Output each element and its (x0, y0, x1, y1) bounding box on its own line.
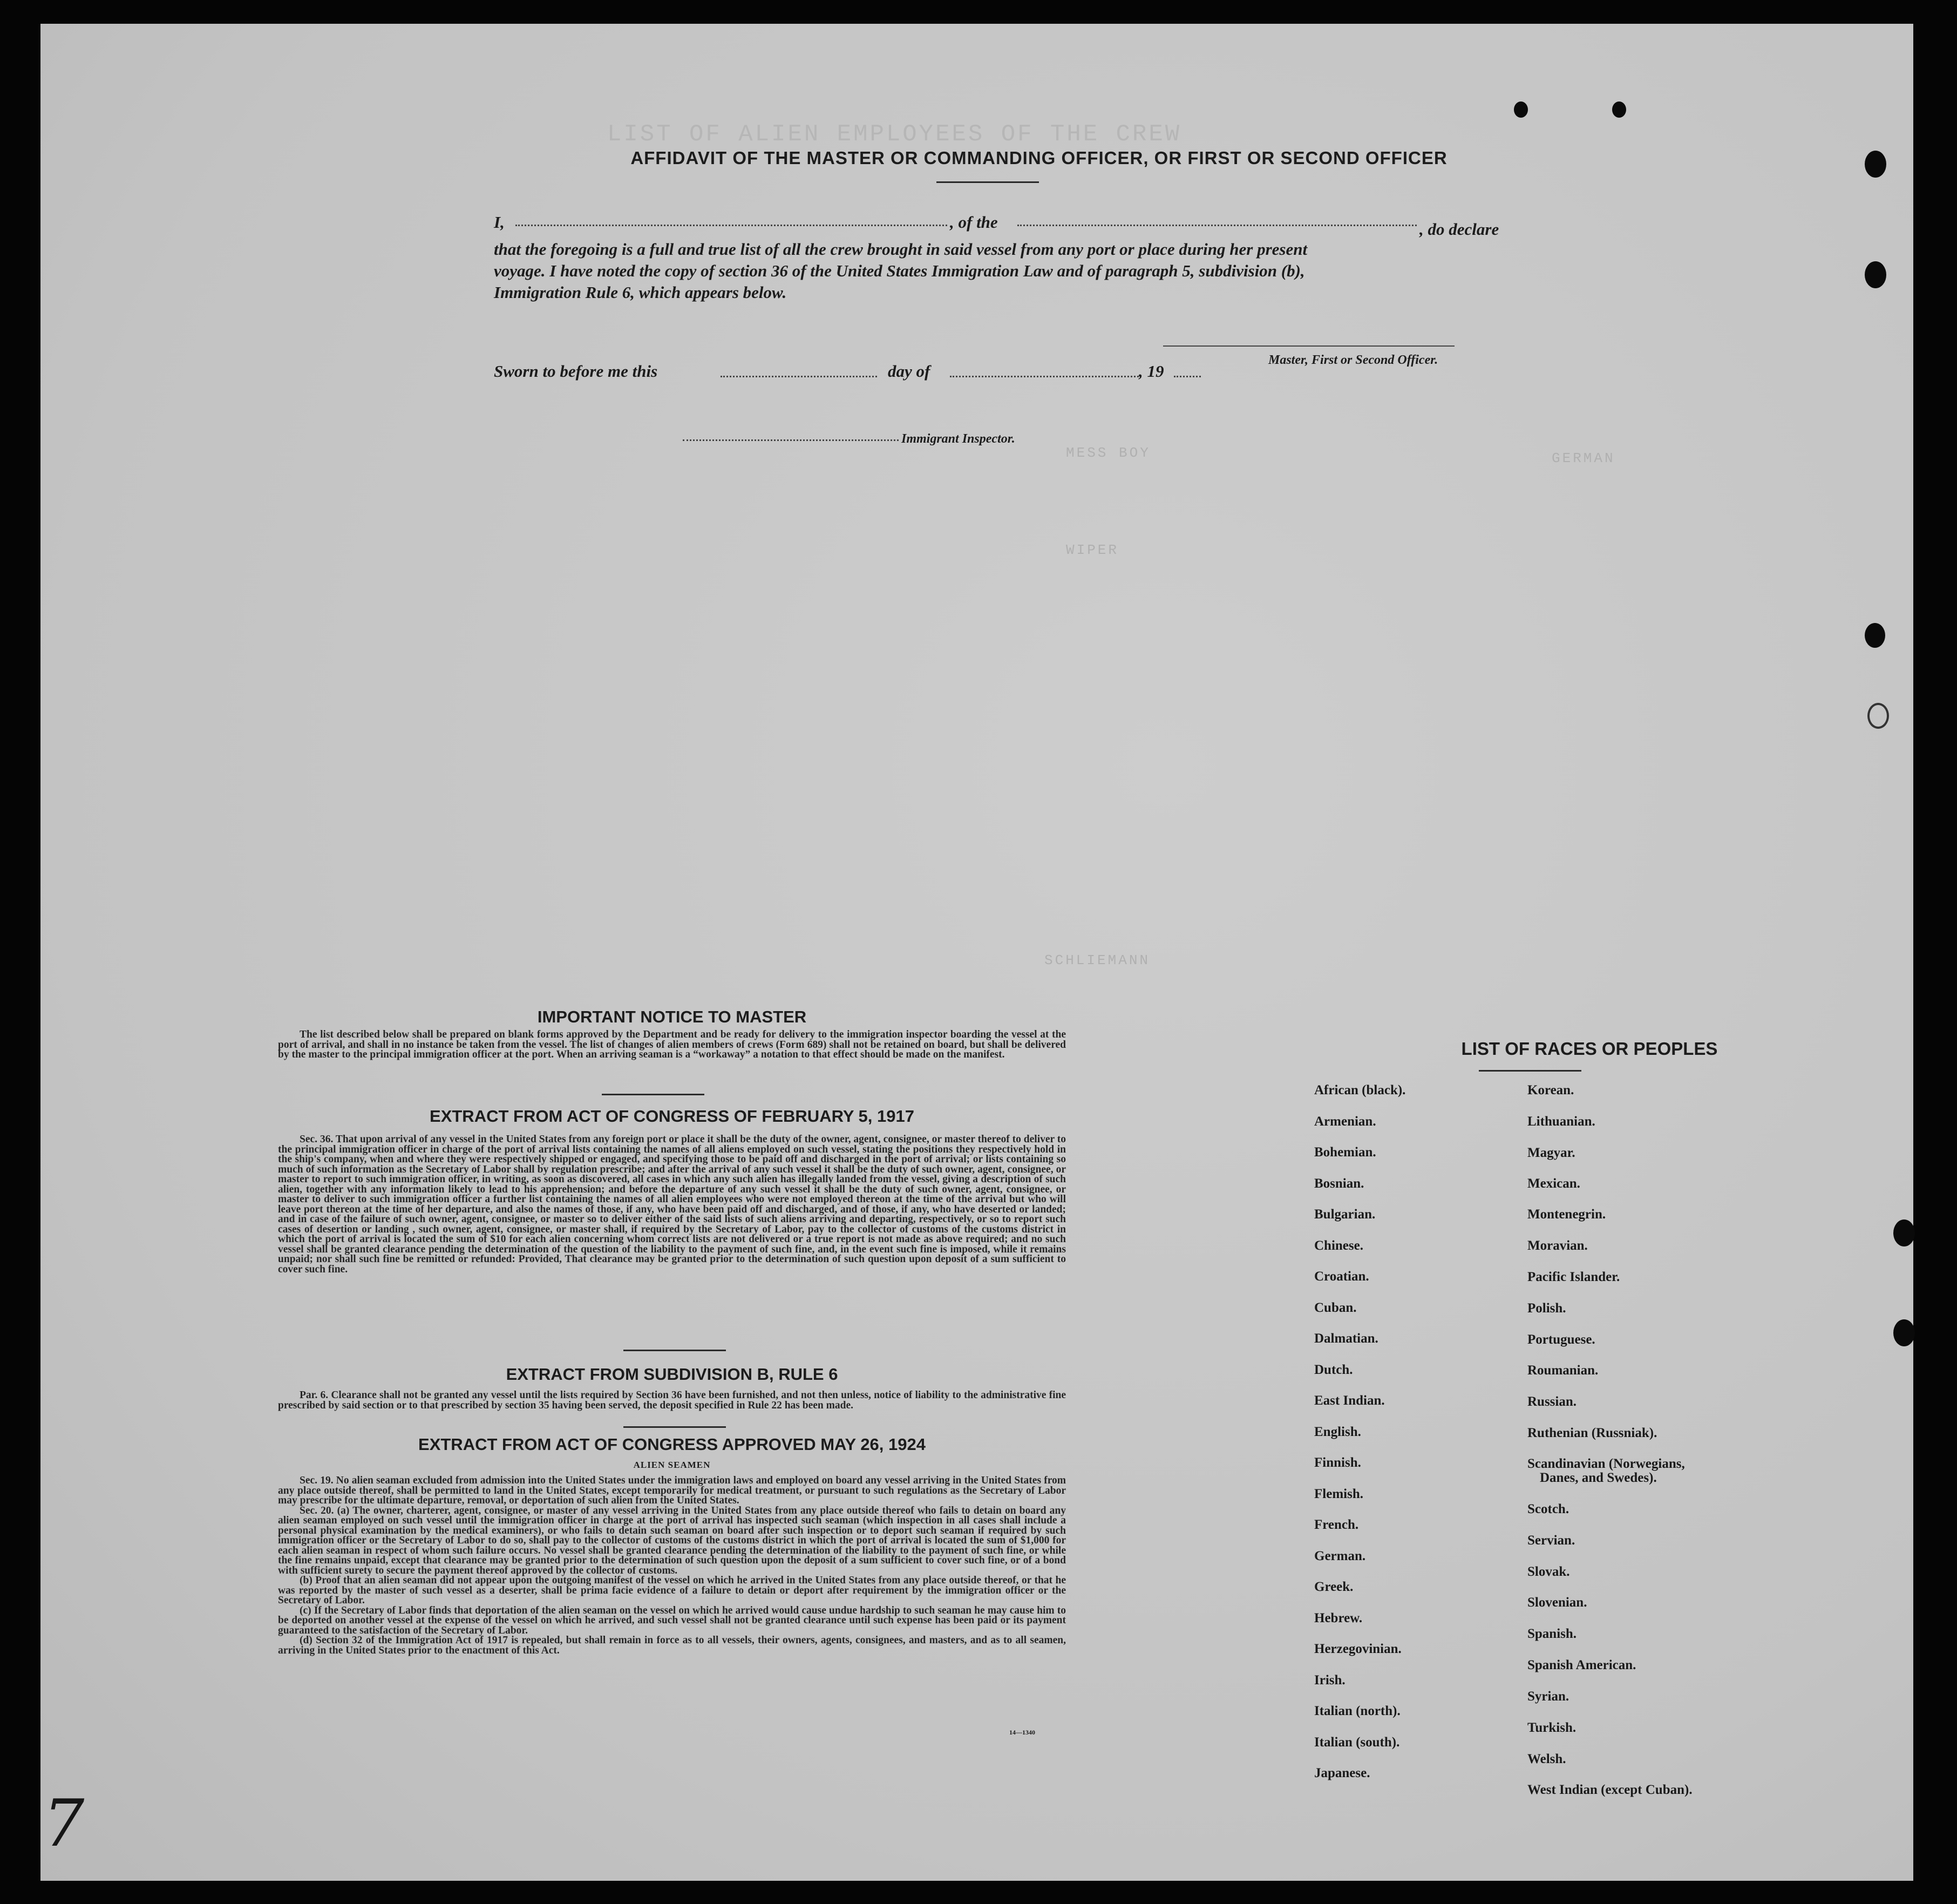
master-signature-label: Master, First or Second Officer. (1268, 353, 1438, 367)
race-item: Chinese. (1314, 1238, 1363, 1253)
race-item: English. (1314, 1424, 1361, 1439)
notice-title: IMPORTANT NOTICE TO MASTER (537, 1007, 807, 1026)
sworn-year-blank[interactable] (1174, 376, 1201, 377)
race-item: Russian. (1527, 1394, 1577, 1409)
race-item: Polish. (1527, 1301, 1566, 1316)
affidavit-title: AFFIDAVIT OF THE MASTER OR COMMANDING OFFICER, OR FIRST OR SECOND OFFICER (630, 148, 1448, 168)
race-item: Scotch. (1527, 1502, 1569, 1516)
punch-hole (1867, 703, 1889, 729)
affidavit-i-label: I, (494, 213, 505, 232)
race-item: Slovak. (1527, 1564, 1570, 1579)
race-item: Ruthenian (Russniak). (1527, 1426, 1657, 1440)
race-item: Moravian. (1527, 1238, 1588, 1253)
race-item: Flemish. (1314, 1486, 1363, 1501)
race-item: West Indian (except Cuban). (1527, 1783, 1693, 1797)
race-item: German. (1314, 1548, 1366, 1563)
races-title-rule (1479, 1070, 1581, 1072)
extract-rule6-text (278, 1391, 1066, 1411)
races-title: LIST OF RACES OR PEOPLES (1461, 1039, 1718, 1059)
race-item: Dutch. (1314, 1362, 1353, 1377)
sec36-paragraph: Sec. 36. That upon arrival of any vessel in the United States from any foreign port or place it shall be the duty of the owner, agent, consignee, or master thereof to deliver to the principal immigration officer in charge of the port of arrival lists containing the names of all aliens employed on such vessel, stating the positions they respectively hold in the ship's company, when and where they were respectively shipped or engaged, and specifying those to be paid off and discharged in the port of arrival; or lists containing so much of such information as the Secretary of Labor shall by regulation prescribe; and after the arrival of any such vessel it shall be the duty of such owner, agent, consignee, or master to report to such immigration officer, in writing, as soon as discovered, all cases in which any such alien has illegally landed from the vessel, giving a description of such alien, together with any information likely to lead to his apprehension; and before the departure of any such vessel it shall be the duty of such owner, agent, consignee, or master to deliver to such immigration officer a further list containing the names of all alien employees who were not employed thereon at the time of the arrival but who will leave port thereon at the time of her departure, and also the names of those, if any, who have been paid off and discharged, and of those, if any, who have deserted or landed; and in case of the failure of such owner, agent, consignee, or master so to deliver either of the said lists of such aliens arriving and departing, respectively, or so to report such cases of desertion or landing , such owner, agent, consignee, or master shall, if required by the Secretary of Labor, pay to the collector of customs of the customs district in which the port of arrival is located the sum of $10 for each alien concerning whom correct lists are not delivered or a true report is not made as above required; and no such vessel shall be granted clearance pending the determination of the question of the liability to the payment of such fine, and, in the event such fine is imposed, while it remains unpaid; nor shall such fine be remitted or refunded: Provided, That clearance may be granted prior to the determination of such question upon deposit of a sum sufficient to cover such fine. (278, 1134, 1066, 1275)
declaration-line: that the foregoing is a full and true list of all the crew brought in said vessel from any port or place during her present (494, 240, 1308, 259)
punch-hole (1865, 151, 1886, 178)
extract-1917-text (278, 1135, 1066, 1275)
race-item: Spanish. (1527, 1627, 1577, 1641)
notice-paragraph: The list described below shall be prepared on blank forms approved by the Department and be ready for delivery to the immigration inspector boarding the vessel at the port of arrival, and shall in no instance be taken from the vessel. The list of changes of alien members of crews (Form 689) shall not be retained on board, but shall be delivered by the master to the principal immigration officer at the port. When an arriving seaman is a “workaway” a notation to that effect should be made on the manifest. (278, 1029, 1066, 1060)
vessel-blank[interactable] (1017, 225, 1417, 226)
race-item: Danes, and Swedes). (1540, 1471, 1657, 1485)
race-item: Syrian. (1527, 1689, 1569, 1704)
sec20d-paragraph: (d) Section 32 of the Immigration Act of 1917 is repealed, but shall remain in force as to all vessels, their owners, agents, consignees, and masters, and as to all seamen, arriving in the United States prior to the enactment of this Act. (278, 1635, 1066, 1656)
inspector-label: Immigrant Inspector. (901, 432, 1015, 446)
race-item: Greek. (1314, 1580, 1354, 1594)
race-item: French. (1314, 1517, 1359, 1532)
extract-1924-text (278, 1476, 1066, 1656)
form-number: 14—1340 (1009, 1729, 1035, 1736)
race-item: Hebrew. (1314, 1610, 1363, 1625)
race-item: Servian. (1527, 1533, 1575, 1548)
race-item: Italian (north). (1314, 1704, 1401, 1718)
race-item: Italian (south). (1314, 1734, 1400, 1750)
day-of-label: day of (888, 362, 930, 381)
declaration-line: Immigration Rule 6, which appears below. (494, 283, 787, 302)
race-item: Roumanian. (1527, 1363, 1599, 1378)
bleed-through-text: MESS BOY (1066, 445, 1151, 461)
race-item: Welsh. (1527, 1752, 1566, 1766)
race-item: Portuguese. (1527, 1332, 1595, 1347)
sworn-label: Sworn to before me this (494, 362, 658, 381)
race-item: Bosnian. (1314, 1176, 1364, 1191)
punch-hole (1893, 1219, 1915, 1246)
race-item: Herzegovinian. (1314, 1642, 1402, 1656)
bleed-through-text: SCHLIEMANN (1044, 952, 1151, 968)
race-item: Dalmatian. (1314, 1331, 1378, 1346)
declaration-line: voyage. I have noted the copy of section 36 of the United States Immigration Law and of paragraph 5, subdivision (b), (494, 261, 1305, 280)
race-item: African (black). (1314, 1083, 1406, 1097)
sec20c-paragraph: (c) If the Secretary of Labor finds that deportation of the alien seaman on the vessel on which he arrived would cause undue hardship to such seaman he may cause him to be deported on another vessel at the expense of the vessel on which he arrived, and such vessel shall not be granted clearance until such expense has been paid or its payment guaranteed to the satisfaction of the Secretary of Labor. (278, 1604, 1066, 1636)
year-prefix: , 19 (1139, 362, 1164, 381)
sworn-day-blank[interactable] (721, 376, 877, 377)
section-rule (623, 1350, 726, 1351)
declare-label: , do declare (1419, 220, 1499, 239)
title-rule (936, 181, 1039, 183)
extract-1917-title: EXTRACT FROM ACT OF CONGRESS OF FEBRUARY 5, 1917 (430, 1107, 914, 1126)
par6-paragraph: Par. 6. Clearance shall not be granted any vessel until the lists required by Section 36 have been furnished, and not then unless, notice of liability to the administrative fine prescribed by said section or to that prescribed by section 35 having been served, the deposit specified in Rule 22 has been made. (278, 1390, 1066, 1411)
sec19-paragraph: Sec. 19. No alien seaman excluded from admission into the United States under the immigration laws and employed on board any vessel arriving in the United States from any place outside thereof, shall be permitted to land in the United States, except temporarily for medical treatment, or pursuant to such regulations as the Secretary of Labor may prescribe for the ultimate departure, removal, or deportation of such alien from the United States. (278, 1475, 1066, 1506)
bleed-through-text: WIPER (1066, 542, 1119, 558)
race-item: Slovenian. (1527, 1595, 1587, 1610)
race-item: Turkish. (1527, 1720, 1577, 1735)
punch-hole (1865, 261, 1886, 288)
race-item: Montenegrin. (1527, 1207, 1606, 1222)
punch-hole (1893, 1319, 1915, 1346)
race-item: Scandinavian (Norwegians, (1527, 1456, 1685, 1471)
race-item: Cuban. (1314, 1300, 1357, 1315)
race-item: Korean. (1527, 1083, 1574, 1097)
race-item: Irish. (1314, 1672, 1346, 1688)
bleed-through-text: LIST OF ALIEN EMPLOYEES OF THE CREW (607, 121, 1182, 148)
race-item: Croatian. (1314, 1269, 1369, 1284)
race-item: Mexican. (1527, 1176, 1580, 1191)
race-item: Armenian. (1314, 1114, 1376, 1129)
sec20b-paragraph: (b) Proof that an alien seaman did not appear upon the outgoing manifest of the vessel on which he arrived in the United States from any place outside thereof, or that he was reported by the master of such vessel as a deserter, shall be prima facie evidence of a failure to detain or deport after requirement by the immigration officer or the Secretary of Labor. (278, 1575, 1066, 1606)
notice-text (278, 1030, 1066, 1060)
section-rule (602, 1094, 704, 1095)
handwritten-number: 7 (43, 1786, 85, 1861)
race-item: Pacific Islander. (1527, 1270, 1620, 1284)
sec20a-paragraph: Sec. 20. (a) The owner, charterer, agent, consignee, or master of any vessel arriving in the United States from any place outside thereof who fails to detain on board any alien seaman employed on such vessel until the immigration officer in charge at the port of arrival has inspected such seaman (which inspection in all cases shall include a personal physical examination by the medical examiners), or who fails to detain such seaman on board after such inspection or to deport such seaman if required by such immigration officer or the Secretary of Labor to do so, shall pay to the collector of customs of the customs district in which the port of arrival is located the sum of $1,000 for each alien seaman in respect of whom such failure occurs. No vessel shall be granted clearance pending the determination of the liability to the payment of such fine, or while the fine remains unpaid, except that clearance may be granted prior to the determination of such question upon the deposit of a sum sufficient to cover such fine, or of a bond with sufficient surety to secure the payment thereof approved by the collector of customs. (278, 1505, 1066, 1576)
document-page (40, 24, 1913, 1881)
extract-rule6-title: EXTRACT FROM SUBDIVISION B, RULE 6 (506, 1365, 838, 1384)
inspector-signature-line[interactable] (683, 439, 899, 441)
race-item: Japanese. (1314, 1766, 1370, 1780)
alien-seamen-subtitle: ALIEN SEAMEN (633, 1460, 711, 1470)
race-item: Finnish. (1314, 1455, 1361, 1470)
sworn-month-blank[interactable] (950, 376, 1139, 377)
punch-hole (1514, 101, 1528, 118)
master-signature-line[interactable] (1163, 345, 1455, 347)
race-item: Magyar. (1527, 1146, 1575, 1160)
extract-1924-title: EXTRACT FROM ACT OF CONGRESS APPROVED MAY 26, 1924 (418, 1435, 926, 1454)
name-blank[interactable] (515, 225, 947, 226)
punch-hole (1612, 101, 1626, 118)
punch-hole (1865, 623, 1885, 648)
race-item: Bulgarian. (1314, 1207, 1376, 1222)
race-item: Spanish American. (1527, 1658, 1636, 1672)
race-item: Lithuanian. (1527, 1114, 1595, 1129)
race-item: Bohemian. (1314, 1145, 1376, 1160)
section-rule (623, 1426, 726, 1428)
race-item: East Indian. (1314, 1393, 1385, 1408)
bleed-through-text: GERMAN (1552, 450, 1615, 466)
of-the-label: , of the (950, 213, 998, 232)
